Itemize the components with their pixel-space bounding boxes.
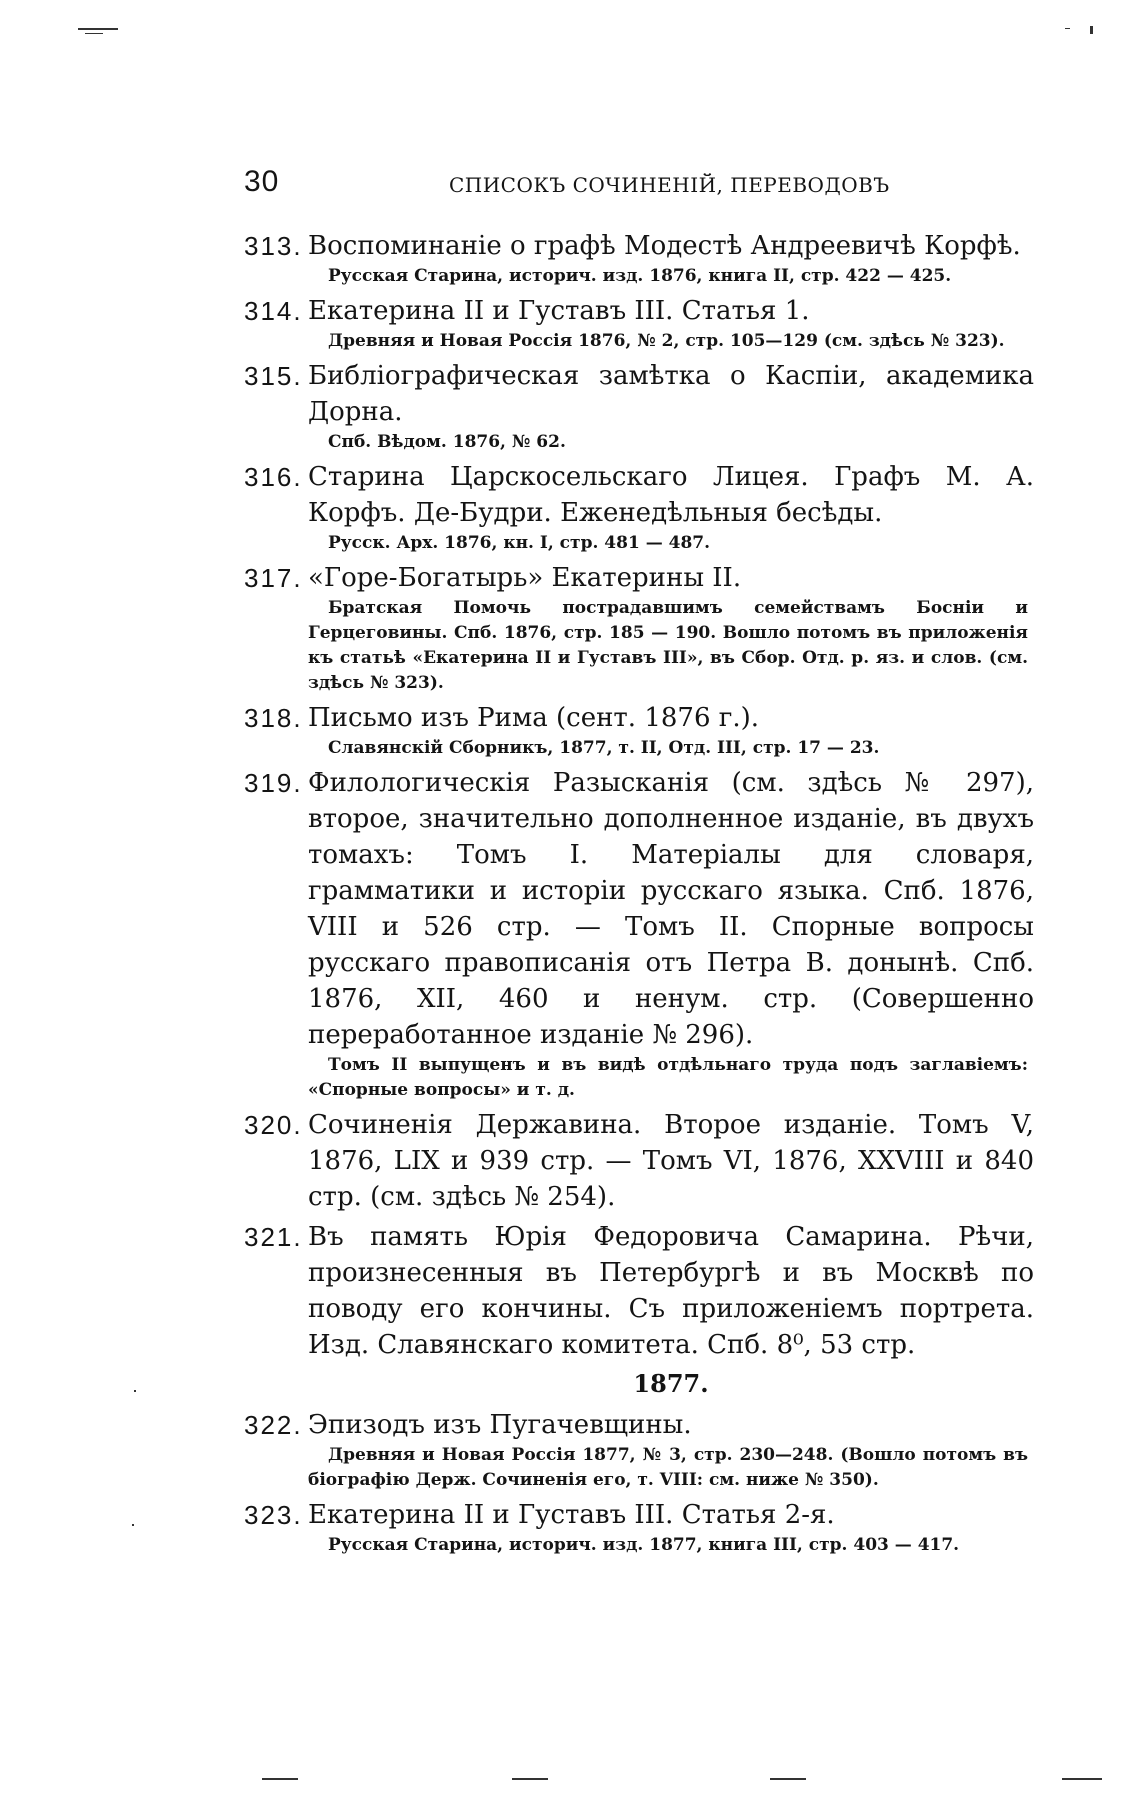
- entry-322: [244, 1407, 1034, 1493]
- entry-319: [244, 765, 1034, 1103]
- entry-number: 318.: [244, 703, 303, 733]
- entry-323: [244, 1497, 1034, 1558]
- entry-number: 313.: [244, 231, 303, 261]
- entry-source: Русск. Арх. 1876, кн. I, стр. 481 — 487.: [328, 533, 711, 553]
- entry-318: [244, 700, 1034, 761]
- entry-number: 322.: [244, 1410, 303, 1440]
- entry-title: Въ память Юрія Федоровича Самарина. Рѣчи, произнесенныя въ Петербургѣ и въ Москвѣ по поводу его кончины. Съ приложеніемъ портрета. Изд. Славянскаго комитета. Спб. 8⁰, 53 стр.: [308, 1222, 1034, 1360]
- entry-title: Екатерина II и Густавъ III. Статья 2-я.: [308, 1500, 835, 1530]
- entry-title: Письмо изъ Рима (сент. 1876 г.).: [308, 703, 760, 733]
- entry-321: [244, 1219, 1034, 1363]
- entry-317: [244, 560, 1034, 696]
- running-title: СПИСОКЪ СОЧИНЕНІЙ, ПЕРЕВОДОВЪ: [449, 173, 890, 197]
- entry-title: Библіографическая замѣтка о Каспіи, академика Дорна.: [308, 361, 1034, 427]
- entry-source: Братская Помочь пострадавшимъ семействамъ Босніи и Герцеговины. Спб. 1876, стр. 185 — 190. Вошло потомъ въ приложенія къ статьѣ «Екатерина II и Густавъ III», въ Сбор. Отд. р. яз. и слов. (см. здѣсь № 323).: [308, 598, 1028, 693]
- entry-number: 320.: [244, 1110, 303, 1140]
- entry-313: [244, 228, 1034, 289]
- bibliography-list: [244, 228, 1034, 1562]
- page-header: [244, 165, 1034, 205]
- year-heading: 1877.: [633, 1369, 709, 1398]
- entry-title: Эпизодъ изъ Пугачевщины.: [308, 1410, 692, 1440]
- entry-number: 316.: [244, 462, 303, 492]
- entry-320: [244, 1107, 1034, 1215]
- entry-title: «Горе-Богатырь» Екатерины II.: [308, 563, 742, 593]
- entry-title: Филологическія Разысканія (см. здѣсь № 297), второе, значительно дополненное изданіе, въ двухъ томахъ: Томъ I. Матеріалы для словаря, грамматики и исторіи русскаго языка. Спб. 1876, VIII и 526 стр. — Томъ II. Спорные вопросы русскаго правописанія отъ Петра В. донынѣ. Спб. 1876, XII, 460 и ненум. стр. (Совершенно переработанное изданіе № 296).: [308, 768, 1034, 1050]
- entry-title: Старина Царскосельскаго Лицея. Графъ М. А. Корфъ. Де-Будри. Еженедѣльныя бесѣды.: [308, 462, 1034, 528]
- entry-number: 317.: [244, 563, 303, 593]
- entry-315: [244, 358, 1034, 455]
- entry-number: 319.: [244, 768, 303, 798]
- entry-number: 314.: [244, 296, 303, 326]
- entry-source: Русская Старина, историч. изд. 1876, книга II, стр. 422 — 425.: [328, 266, 952, 286]
- entry-316: [244, 459, 1034, 556]
- entry-number: 323.: [244, 1500, 303, 1530]
- entry-number: 315.: [244, 361, 303, 391]
- entry-title: Екатерина II и Густавъ III. Статья 1.: [308, 296, 810, 326]
- entry-source: Русская Старина, историч. изд. 1877, книга III, стр. 403 — 417.: [328, 1535, 960, 1555]
- entry-source: Древняя и Новая Россія 1876, № 2, стр. 105—129 (см. здѣсь № 323).: [328, 331, 1005, 351]
- entry-314: [244, 293, 1034, 354]
- entry-source: Славянскій Сборникъ, 1877, т. II, Отд. III, стр. 17 — 23.: [328, 738, 880, 758]
- entry-source: Томъ II выпущенъ и въ видѣ отдѣльнаго труда подъ заглавіемъ: «Спорные вопросы» и т. д.: [308, 1055, 1028, 1100]
- entry-source: Древняя и Новая Россія 1877, № 3, стр. 230—248. (Вошло потомъ въ біографію Держ. Сочиненія его, т. VIII: см. ниже № 350).: [308, 1445, 1028, 1490]
- entry-number: 321.: [244, 1222, 303, 1252]
- entry-title: Воспоминаніе о графѣ Модестѣ Андреевичѣ Корфѣ.: [308, 231, 1021, 261]
- entry-source: Спб. Вѣдом. 1876, № 62.: [328, 432, 566, 452]
- page-number: 30: [244, 165, 280, 198]
- entry-title: Сочиненія Державина. Второе изданіе. Томъ V, 1876, LIX и 939 стр. — Томъ VI, 1876, XXVIII и 840 стр. (см. здѣсь № 254).: [308, 1110, 1034, 1212]
